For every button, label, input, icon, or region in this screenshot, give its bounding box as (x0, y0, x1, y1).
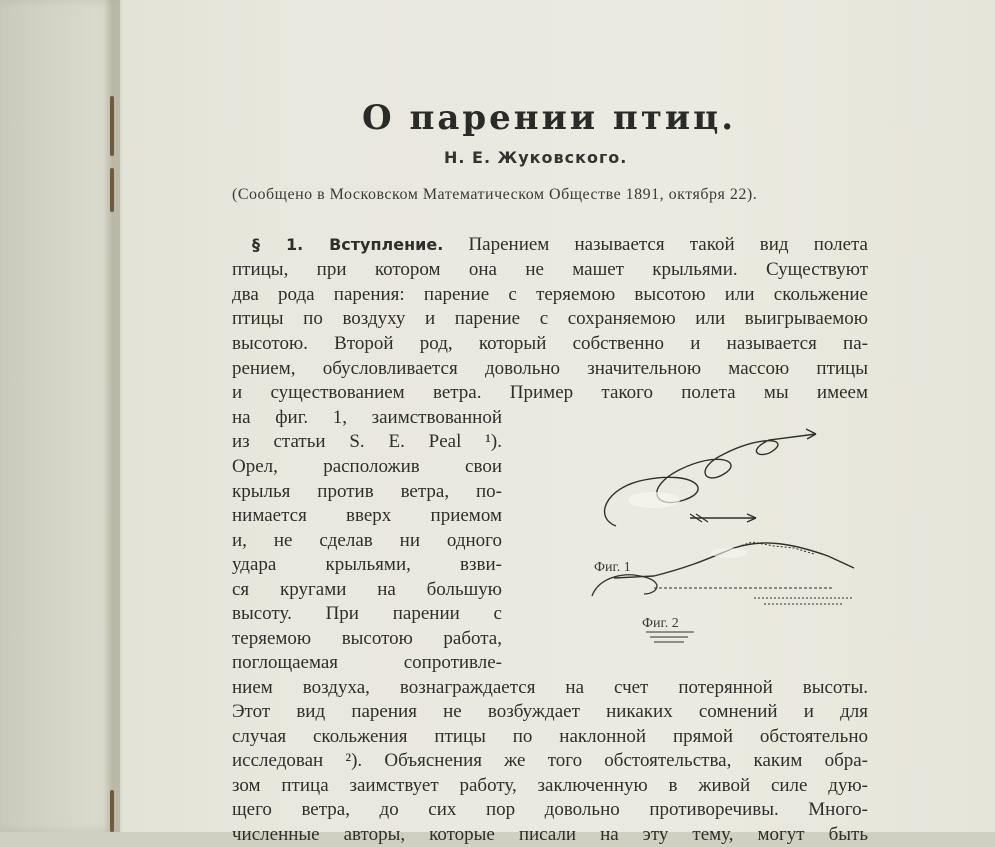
paragraph-line: и существованием ветра. Пример такого полета мы имеем (232, 382, 868, 403)
paragraph-line: случая скольжения птицы по наклонной прямой обстоятельно (232, 726, 868, 747)
wrap-line: и, не сделав ни одного (232, 530, 502, 551)
binding-thread (110, 168, 114, 212)
paragraph-line: Парением называется такой вид полета (468, 234, 868, 255)
paragraph-line: нием воздуха, вознаграждается на счет потерянной высоты. (232, 677, 868, 698)
paragraph-line: рением, обусловливается довольно значительною массою птицы (232, 358, 868, 379)
paragraph-line: зом птица заимствует работу, заключенную в живой силе дую- (232, 775, 868, 796)
spiral-path-icon (605, 434, 816, 526)
binding-thread (110, 96, 114, 156)
paragraph-line: Этот вид парения не возбуждает никаких сомнений и для (232, 701, 868, 722)
wrap-line: ся кругами на большую (232, 579, 502, 600)
figure-label-2: Фиг. 2 (642, 616, 679, 631)
wrap-line: нимается вверх приемом (232, 505, 502, 526)
left-page-edge (0, 0, 120, 832)
wrap-line: поглощаемая сопротивле- (232, 652, 502, 673)
article-author: Н. Е. Жуковского. (444, 148, 628, 167)
soaring-figure-drawing (584, 418, 874, 658)
ground-hatching-icon (754, 598, 854, 604)
book-page (122, 0, 995, 845)
wrap-line: на фиг. 1, заимствованной (232, 407, 502, 428)
binding-thread (110, 790, 114, 832)
wrap-line: крылья против ветра, по- (232, 481, 502, 502)
article-title: О парении птиц. (362, 98, 737, 138)
photo-glare (628, 492, 680, 508)
text-line (252, 233, 868, 257)
paragraph-line: щего ветра, до сих пор довольно противоречивы. Много- (232, 799, 868, 820)
paragraph-line: два рода парения: парение с теряемою высотою или скольжение (232, 284, 868, 305)
paragraph-line: птицы, при котором она не машет крыльями. Существуют (232, 259, 868, 280)
paragraph-line: птицы по воздуху и парение с сохраняемою или выигрываемою (232, 308, 868, 329)
wrap-line: Орел, расположив свои (232, 456, 502, 477)
article-note: (Сообщено в Московском Математическом Обществе 1891, октября 22). (232, 186, 758, 203)
paragraph-line: высотою. Второй род, который собственно и называется па- (232, 333, 868, 354)
fig2-strokes-icon (646, 632, 694, 642)
wrap-line: из статьи S. E. Peal ¹). (232, 431, 502, 452)
wrap-line: высоту. При парении с (232, 603, 502, 624)
paragraph-line: исследован ²). Объяснения же того обстоятельства, каким обра- (232, 750, 868, 771)
wrap-line: теряемою высотою работа, (232, 628, 502, 649)
section-heading: § 1. Вступление. (252, 235, 444, 254)
photo-glare (711, 548, 747, 558)
wrap-line: удара крыльями, взви- (232, 554, 502, 575)
soaring-figure (584, 418, 874, 658)
paragraph-line: численные авторы, которые писали на эту тему, могут быть (232, 824, 868, 845)
figure-label-1: Фиг. 1 (594, 560, 631, 575)
